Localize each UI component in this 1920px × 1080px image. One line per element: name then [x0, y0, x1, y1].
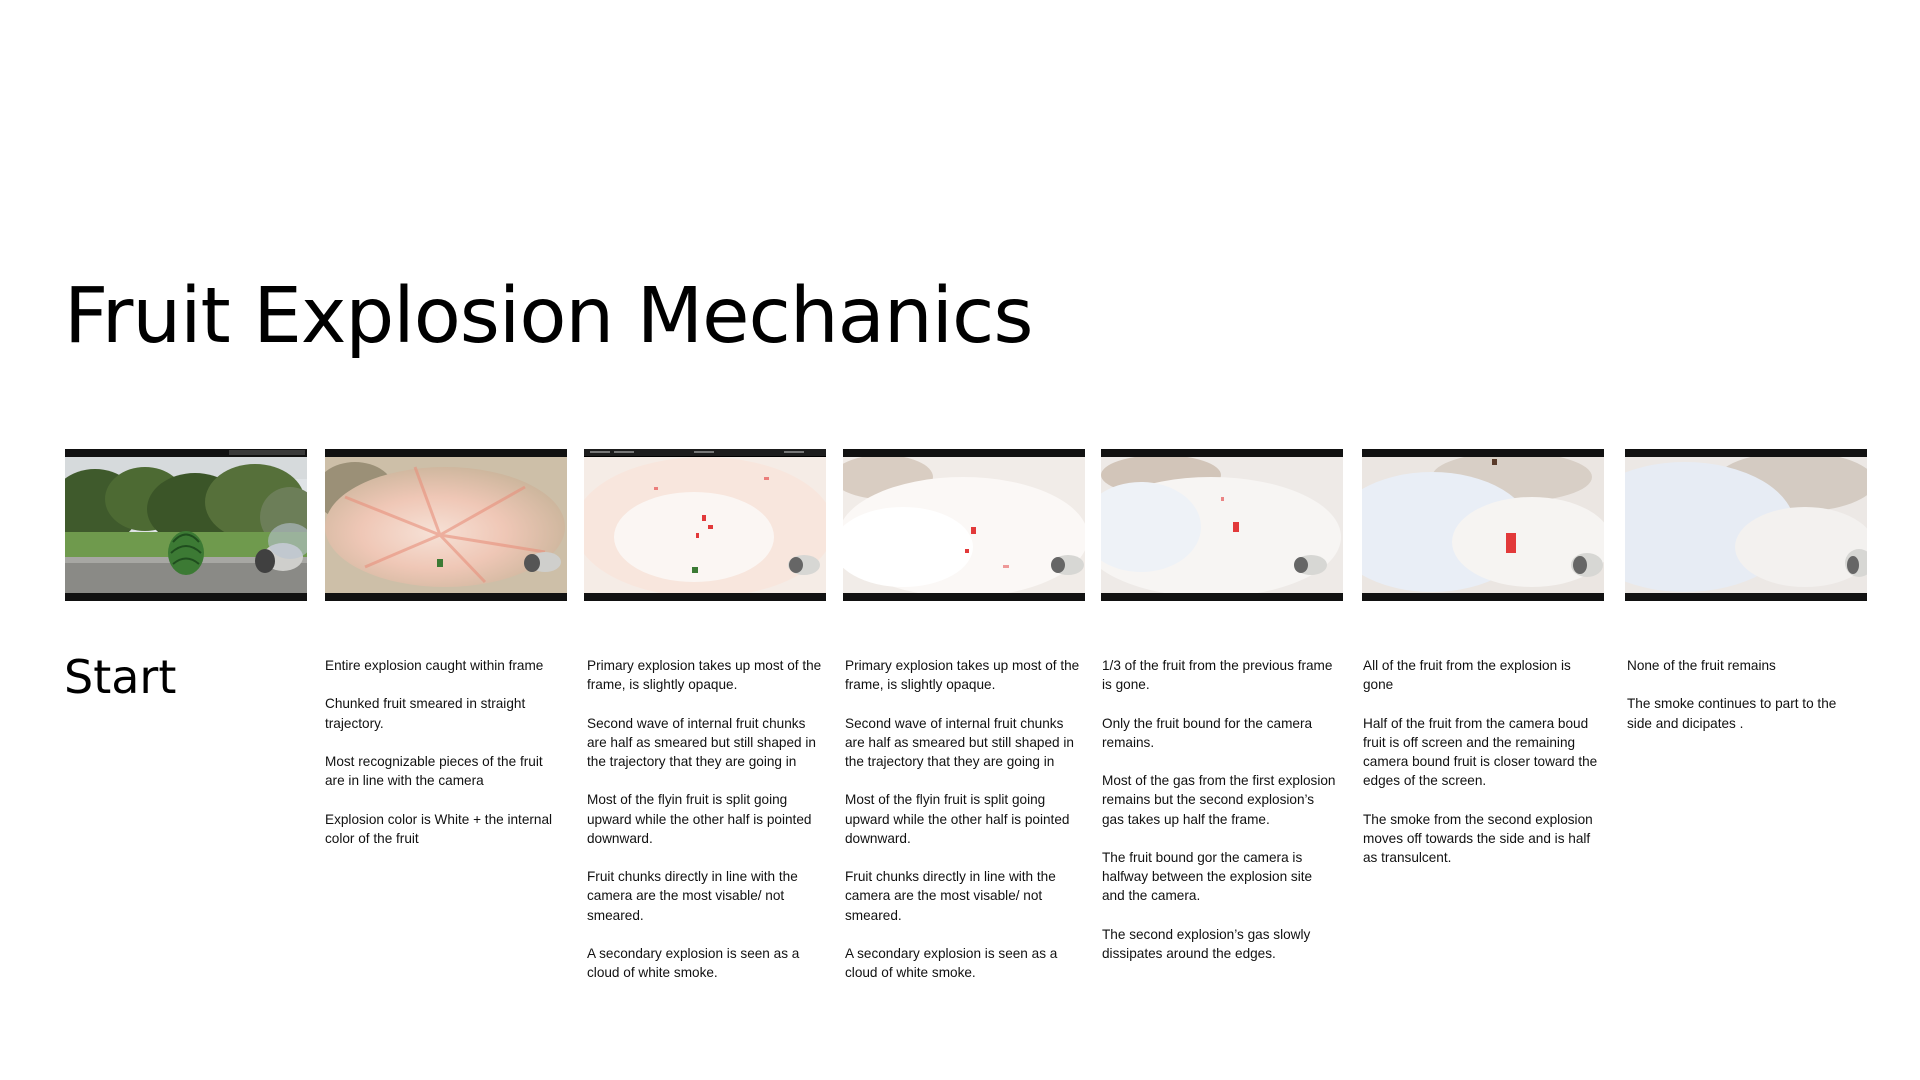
description-frame-7 [1627, 656, 1863, 752]
frame-3-image [584, 457, 826, 593]
page-title: Fruit Explosion Mechanics [64, 272, 1033, 361]
frame-3 [584, 449, 826, 601]
frame-2 [325, 449, 567, 601]
description-paragraph: Most of the flyin fruit is split going upward while the other half is pointed downward. [845, 792, 1070, 846]
frame-5 [1101, 449, 1343, 601]
description-paragraph: Only the fruit bound for the camera remains. [1102, 715, 1313, 750]
frame-1-image [65, 457, 307, 593]
description-paragraph: Most of the gas from the first explosion remains but the second explosion’s gas takes up half the frame. [1102, 773, 1336, 827]
description-paragraph: Chunked fruit smeared in straight trajectory. [325, 696, 526, 731]
description-frame-4 [845, 656, 1081, 1002]
description-paragraph: Second wave of internal fruit chunks are half as smeared but still shaped in the trajectory that they are going in [845, 715, 1074, 769]
description-paragraph: Second wave of internal fruit chunks are half as smeared but still shaped in the trajectory that they are going in [587, 715, 816, 769]
description-paragraph: Explosion color is White + the internal color of the fruit [325, 811, 553, 846]
description-paragraph: A secondary explosion is seen as a cloud of white smoke. [587, 945, 800, 981]
description-paragraph: Fruit chunks directly in line with the camera are the most visable/ not smeared. [845, 869, 1056, 923]
description-paragraph: Fruit chunks directly in line with the camera are the most visable/ not smeared. [587, 869, 798, 923]
description-frame-3 [587, 656, 823, 1002]
frame-6-image [1362, 457, 1604, 593]
description-paragraph: Most of the flyin fruit is split going upward while the other half is pointed downward. [587, 792, 812, 846]
frame-5-image [1101, 457, 1343, 593]
description-paragraph: The fruit bound gor the camera is halfway between the explosion site and the camera. [1102, 849, 1313, 904]
description-paragraph: Entire explosion caught within frame [325, 658, 544, 673]
description-frame-2 [325, 656, 561, 867]
description-paragraph: The smoke continues to part to the side and dicipates . [1627, 696, 1837, 731]
description-frame-5 [1102, 656, 1338, 982]
description-paragraph: All of the fruit from the explosion is gone [1363, 658, 1571, 693]
description-paragraph: Half of the fruit from the camera boud fruit is off screen and the remaining camera bound fruit is closer toward the edges of the screen. [1363, 715, 1598, 789]
description-frame-6 [1363, 656, 1599, 886]
frame-4-image [843, 457, 1085, 593]
description-paragraph: Most recognizable pieces of the fruit are in line with the camera [325, 753, 543, 789]
frame-2-image [325, 457, 567, 593]
frame-7-image [1625, 457, 1867, 593]
frame-1-start [65, 449, 307, 601]
description-paragraph: Primary explosion takes up most of the frame, is slightly opaque. [845, 658, 1080, 693]
video-ui-bar [229, 450, 305, 455]
frame-6 [1362, 449, 1604, 601]
screen-capture-menu-bar [584, 449, 826, 456]
description-paragraph: 1/3 of the fruit from the previous frame is gone. [1102, 658, 1333, 693]
frame-4 [843, 449, 1085, 601]
description-paragraph: The second explosion’s gas slowly dissipates around the edges. [1102, 926, 1311, 961]
description-paragraph: None of the fruit remains [1627, 658, 1776, 673]
description-paragraph: The smoke from the second explosion moves off towards the side and is half as transulcent. [1363, 811, 1593, 865]
start-label: Start [64, 650, 177, 704]
description-paragraph: A secondary explosion is seen as a cloud of white smoke. [845, 945, 1058, 981]
frame-7 [1625, 449, 1867, 601]
description-paragraph: Primary explosion takes up most of the frame, is slightly opaque. [587, 658, 822, 693]
